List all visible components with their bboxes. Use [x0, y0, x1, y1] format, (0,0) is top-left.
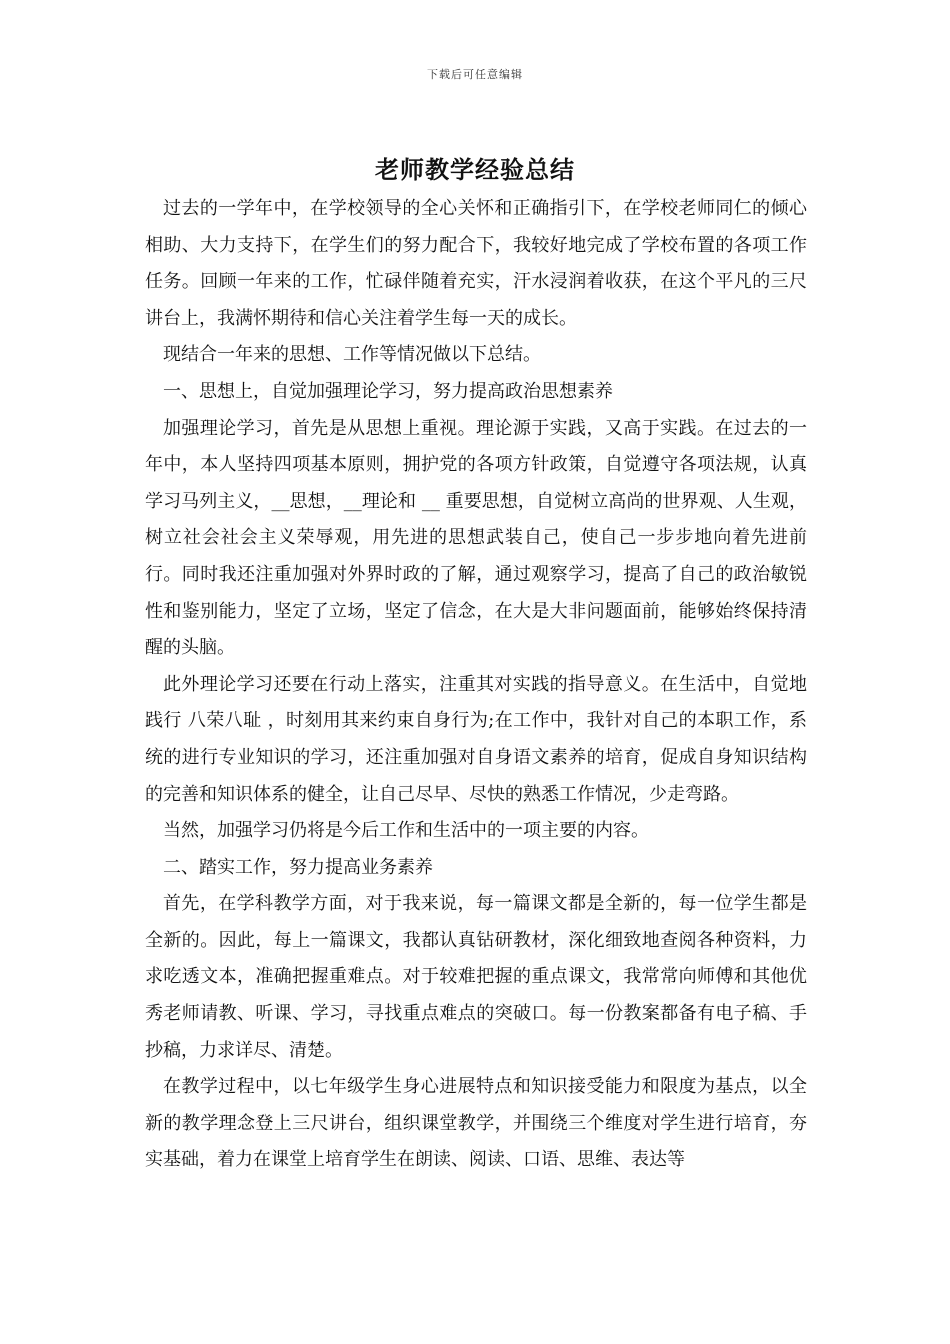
paragraph-teaching: 首先，在学科教学方面，对于我来说，每一篇课文都是全新的，每一位学生都是全新的。因此，每上一篇课文，我都认真钻研教材，深化细致地查阅各种资料，力求吃透文本，准确把握重难点。对于较难把握的重点课文，我常常向师傅和其他优秀老师请教、听课、学习，寻找重点难点的突破口。每一份教案都备有电子稿、手抄稿，力求详尽、清楚。: [145, 893, 807, 1061]
section-heading-1: 一、思想上，自觉加强理论学习，努力提高政治思想素养: [163, 380, 613, 402]
section-heading-2: 二、踏实工作，努力提高业务素养: [163, 856, 433, 878]
paragraph-continue-study: 当然，加强学习仍将是今后工作和生活中的一项主要的内容。: [163, 820, 649, 842]
document-title: 老师教学经验总结: [375, 155, 575, 184]
paragraph-intro: 过去的一学年中，在学校领导的全心关怀和正确指引下，在学校老师同仁的倾心相助、大力支持下，在学生们的努力配合下，我较好地完成了学校布置的各项工作任务。回顾一年来的工作，忙碌伴随着充实，汗水浸润着收获，在这个平凡的三尺讲台上，我满怀期待和信心关注着学生每一天的成长。: [145, 198, 807, 329]
paragraph-theory-study: 加强理论学习，首先是从思想上重视。理论源于实践，又高于实践。在过去的一年中，本人坚持四项基本原则，拥护党的各项方针政策，自觉遵守各项法规，认真学习马列主义，__思想，__理论和 __ 重要思想，自觉树立高尚的世界观、人生观，树立社会社会主义荣辱观，用先进的思想武装自己，使自己一步步地向着先进前行。同时我还注重加强对外界时政的了解，通过观察学习，提高了自己的政治敏锐性和鉴别能力，坚定了立场，坚定了信念，在大是大非问题面前，能够始终保持清醒的头脑。: [145, 417, 807, 659]
paragraph-summary-lead: 现结合一年来的思想、工作等情况做以下总结。: [163, 344, 541, 366]
paragraph-practice: 此外理论学习还要在行动上落实，注重其对实践的指导意义。在生活中，自觉地践行 八荣八耻 ，时刻用其来约束自身行为;在工作中，我针对自己的本职工作，系统的进行专业知识的学习，还注重加强对自身语文素养的培育，促成自身知识结构的完善和知识体系的健全，让自己尽早、尽快的熟悉工作情况，少走弯路。: [145, 673, 807, 805]
document-body: [145, 191, 807, 1179]
header-note: 下载后可任意编辑: [427, 68, 523, 81]
paragraph-process: 在教学过程中，以七年级学生身心进展特点和知识接受能力和限度为基点，以全新的教学理念登上三尺讲台，组织课堂教学，并围绕三个维度对学生进行培育，夯实基础，着力在课堂上培育学生在朗读、阅读、口语、思维、表达等: [145, 1076, 807, 1171]
